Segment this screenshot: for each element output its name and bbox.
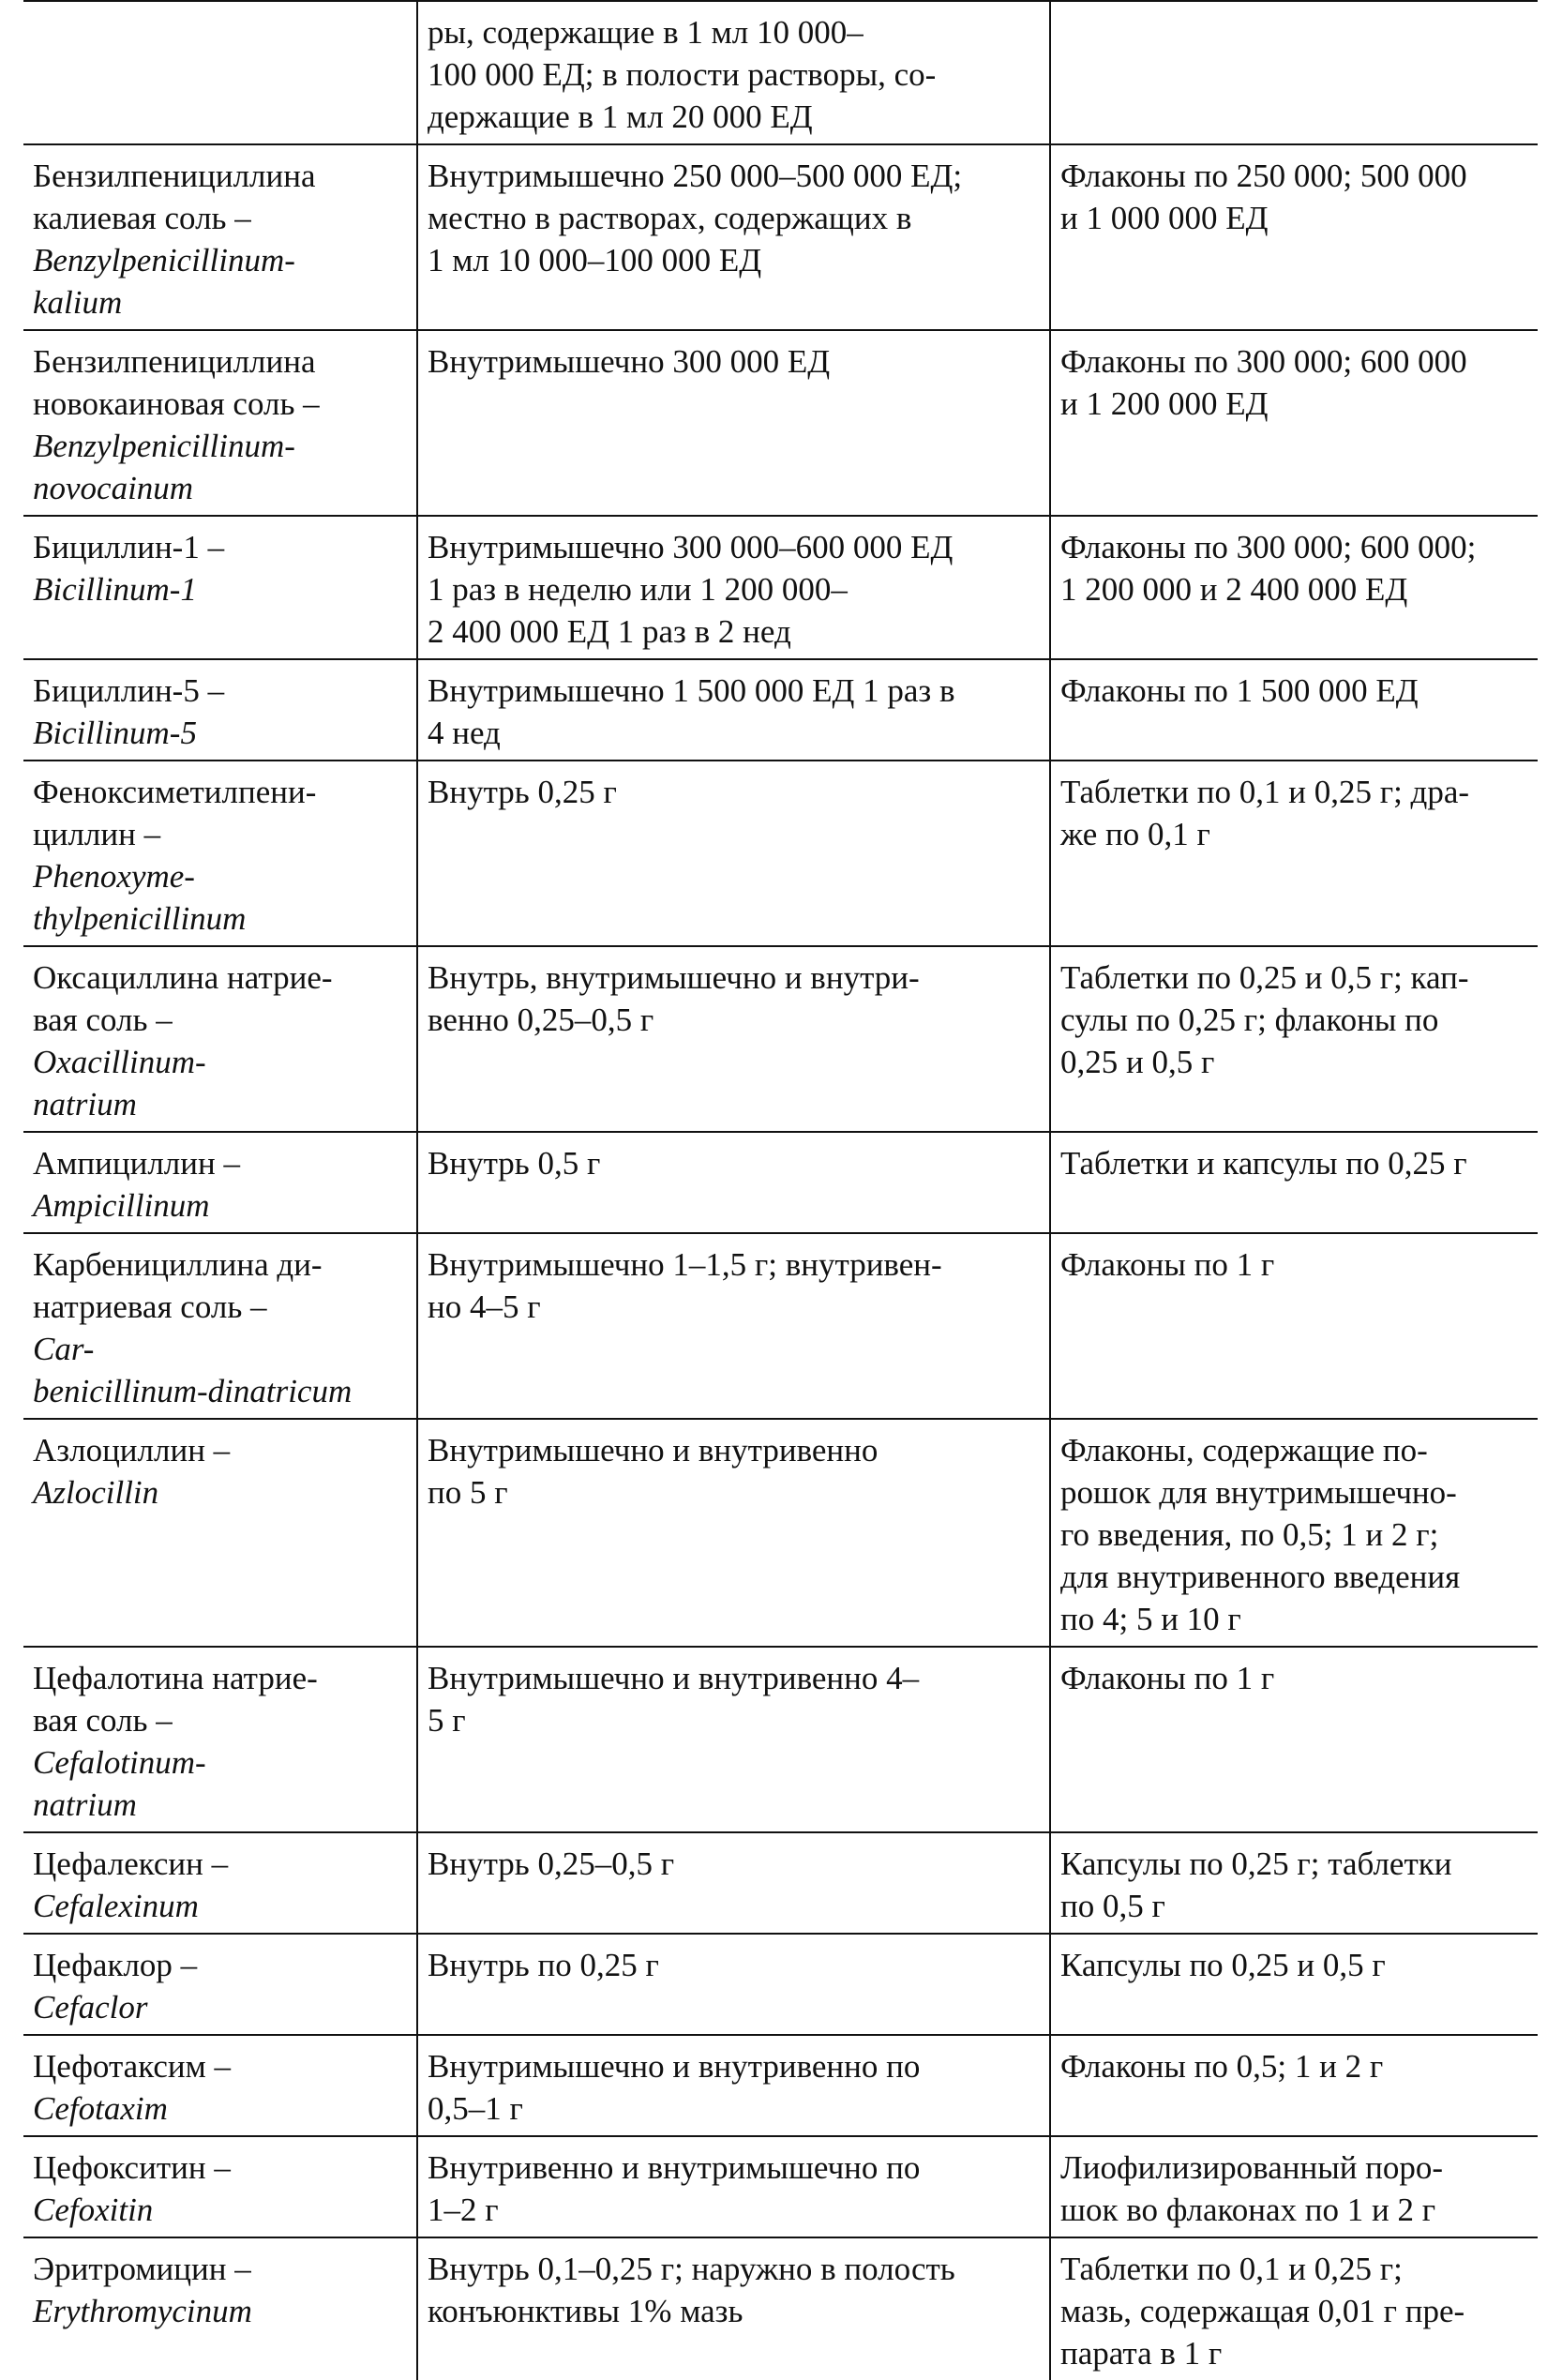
drug-table-body [23,1,1538,2380]
drug-name-ru: Бициллин-5 – [33,672,225,709]
release-form-cell [1050,1832,1538,1934]
release-form-cell [1050,1,1538,144]
release-form-text: Капсулы по 0,25 и 0,5 г [1060,1947,1386,1983]
table-row [23,2237,1538,2380]
table-row [23,2035,1538,2136]
dosage-text: Внутримышечно 250 000–500 000 ЕД; местно в растворах, содержащих в 1 мл 10 000–100 000 ЕД [428,158,963,279]
release-form-text: Капсулы по 0,25 г; таблетки по 0,5 г [1060,1845,1452,1924]
drug-name-cell [23,1132,417,1233]
table-row [23,946,1538,1132]
release-form-text: Флаконы по 300 000; 600 000 и 1 200 000 ЕД [1060,343,1467,422]
drug-name-cell [23,144,417,330]
drug-name-ru: Бензилпенициллина калиевая соль – [33,158,316,236]
drug-name-latin: Benzylpenicillinum- novocainum [33,428,295,506]
dosage-cell [417,1832,1050,1934]
dosage-text: Внутримышечно 300 000–600 000 ЕД 1 раз в неделю или 1 200 000– 2 400 000 ЕД 1 раз в 2 нед [428,529,954,650]
table-row [23,2136,1538,2237]
dosage-text: Внутрь 0,25 г [428,774,617,810]
table-row [23,1132,1538,1233]
dosage-text: Внутрь 0,5 г [428,1145,601,1182]
drug-name-cell [23,1934,417,2035]
release-form-cell [1050,1419,1538,1647]
release-form-text: Флаконы по 1 г [1060,1660,1275,1696]
release-form-cell [1050,2237,1538,2380]
dosage-text: Внутрь 0,25–0,5 г [428,1845,675,1882]
dosage-cell [417,1934,1050,2035]
release-form-cell [1050,2035,1538,2136]
dosage-text: Внутрь, внутримышечно и внутри- венно 0,25–0,5 г [428,959,920,1038]
dosage-cell [417,1647,1050,1832]
drug-name-ru: Азлоциллин – [33,1432,231,1469]
drug-name-cell [23,330,417,516]
drug-name-latin: Benzylpenicillinum- kalium [33,242,295,321]
table-row [23,1934,1538,2035]
drug-name-ru: Цефокситин – [33,2149,231,2186]
release-form-text: Лиофилизированный поро- шок во флаконах по 1 и 2 г [1060,2149,1444,2228]
table-row [23,659,1538,761]
drug-name-ru: Эритромицин – [33,2251,251,2287]
dosage-text: ры, содержащие в 1 мл 10 000– 100 000 ЕД; в полости растворы, со- держащие в 1 мл 20 000 ЕД [428,14,937,135]
drug-name-cell [23,2136,417,2237]
drug-name-latin: Cefalexinum [33,1888,199,1924]
dosage-cell [417,761,1050,946]
dosage-text: Внутривенно и внутримышечно по 1–2 г [428,2149,921,2228]
release-form-text: Флаконы, содержащие по- рошок для внутримышечно- го введения, по 0,5; 1 и 2 г; для внутривенного введения по 4; 5 и 10 г [1060,1432,1461,1637]
drug-name-cell [23,1832,417,1934]
drug-name-ru: Цефотаксим – [33,2048,232,2085]
drug-name-cell [23,2237,417,2380]
release-form-cell [1050,144,1538,330]
release-form-cell [1050,1233,1538,1419]
drug-name-ru: Бензилпенициллина новокаиновая соль – [33,343,320,422]
release-form-text: Флаконы по 250 000; 500 000 и 1 000 000 ЕД [1060,158,1467,236]
table-row [23,1647,1538,1832]
dosage-text: Внутримышечно 1 500 000 ЕД 1 раз в 4 нед [428,672,955,751]
drug-name-ru: Карбенициллина ди- натриевая соль – [33,1246,323,1325]
dosage-text: Внутримышечно 1–1,5 г; внутривен- но 4–5 г [428,1246,942,1325]
release-form-text: Флаконы по 0,5; 1 и 2 г [1060,2048,1384,2085]
drug-name-latin: Cefaclor [33,1989,148,2026]
drug-name-latin: Car- benicillinum-dinatricum [33,1331,353,1409]
dosage-cell [417,2136,1050,2237]
release-form-cell [1050,761,1538,946]
table-row [23,1,1538,144]
drug-name-cell [23,659,417,761]
release-form-cell [1050,946,1538,1132]
dosage-cell [417,330,1050,516]
dosage-text: Внутримышечно 300 000 ЕД [428,343,831,380]
drug-name-cell [23,946,417,1132]
drug-name-ru: Цефалексин – [33,1845,229,1882]
release-form-cell [1050,2136,1538,2237]
drug-name-ru: Оксациллина натрие- вая соль – [33,959,333,1038]
dosage-cell [417,144,1050,330]
drug-name-latin: Cefoxitin [33,2192,154,2228]
table-row [23,1233,1538,1419]
dosage-cell [417,1419,1050,1647]
drug-table [23,0,1538,2380]
drug-name-ru: Ампициллин – [33,1145,240,1182]
drug-name-latin: Phenoxyme- thylpenicillinum [33,858,247,937]
drug-name-ru: Феноксиметилпени- циллин – [33,774,317,852]
drug-name-latin: Erythromycinum [33,2293,252,2329]
drug-name-ru: Цефалотина натрие- вая соль – [33,1660,318,1739]
table-row [23,761,1538,946]
release-form-text: Таблетки и капсулы по 0,25 г [1060,1145,1467,1182]
release-form-text: Флаконы по 1 500 000 ЕД [1060,672,1419,709]
drug-name-latin: Ampicillinum [33,1187,210,1224]
dosage-cell [417,1132,1050,1233]
dosage-cell [417,1233,1050,1419]
drug-name-cell [23,1647,417,1832]
dosage-cell [417,516,1050,659]
release-form-text: Таблетки по 0,1 и 0,25 г; дра- же по 0,1 г [1060,774,1470,852]
table-row [23,516,1538,659]
dosage-cell [417,1,1050,144]
dosage-text: Внутримышечно и внутривенно по 0,5–1 г [428,2048,921,2127]
release-form-cell [1050,659,1538,761]
table-row [23,1419,1538,1647]
drug-name-latin: Cefalotinum- natrium [33,1744,206,1823]
release-form-cell [1050,1132,1538,1233]
release-form-text: Таблетки по 0,1 и 0,25 г; мазь, содержащая 0,01 г пре- парата в 1 г [1060,2251,1465,2372]
drug-name-ru: Бициллин-1 – [33,529,225,565]
dosage-cell [417,2237,1050,2380]
drug-name-cell [23,1419,417,1647]
dosage-cell [417,2035,1050,2136]
drug-name-cell [23,516,417,659]
drug-name-latin: Bicillinum-1 [33,571,197,608]
table-row [23,330,1538,516]
drug-name-ru: Цефаклор – [33,1947,198,1983]
release-form-text: Таблетки по 0,25 и 0,5 г; кап- сулы по 0,25 г; флаконы по 0,25 и 0,5 г [1060,959,1469,1080]
dosage-text: Внутримышечно и внутривенно по 5 г [428,1432,879,1511]
release-form-text: Флаконы по 1 г [1060,1246,1275,1283]
release-form-cell [1050,516,1538,659]
drug-name-latin: Cefotaxim [33,2090,168,2127]
release-form-cell [1050,330,1538,516]
dosage-text: Внутримышечно и внутривенно 4– 5 г [428,1660,920,1739]
release-form-cell [1050,1934,1538,2035]
drug-name-cell [23,761,417,946]
release-form-text: Флаконы по 300 000; 600 000; 1 200 000 и 2 400 000 ЕД [1060,529,1477,608]
dosage-cell [417,946,1050,1132]
drug-name-cell [23,1233,417,1419]
table-row [23,1832,1538,1934]
table-row [23,144,1538,330]
drug-name-latin: Oxacillinum- natrium [33,1044,206,1122]
drug-name-cell [23,1,417,144]
drug-name-cell [23,2035,417,2136]
dosage-text: Внутрь 0,1–0,25 г; наружно в полость конъюнктивы 1% мазь [428,2251,955,2329]
drug-name-latin: Azlocillin [33,1474,159,1511]
dosage-text: Внутрь по 0,25 г [428,1947,659,1983]
dosage-cell [417,659,1050,761]
release-form-cell [1050,1647,1538,1832]
drug-name-latin: Bicillinum-5 [33,715,197,751]
